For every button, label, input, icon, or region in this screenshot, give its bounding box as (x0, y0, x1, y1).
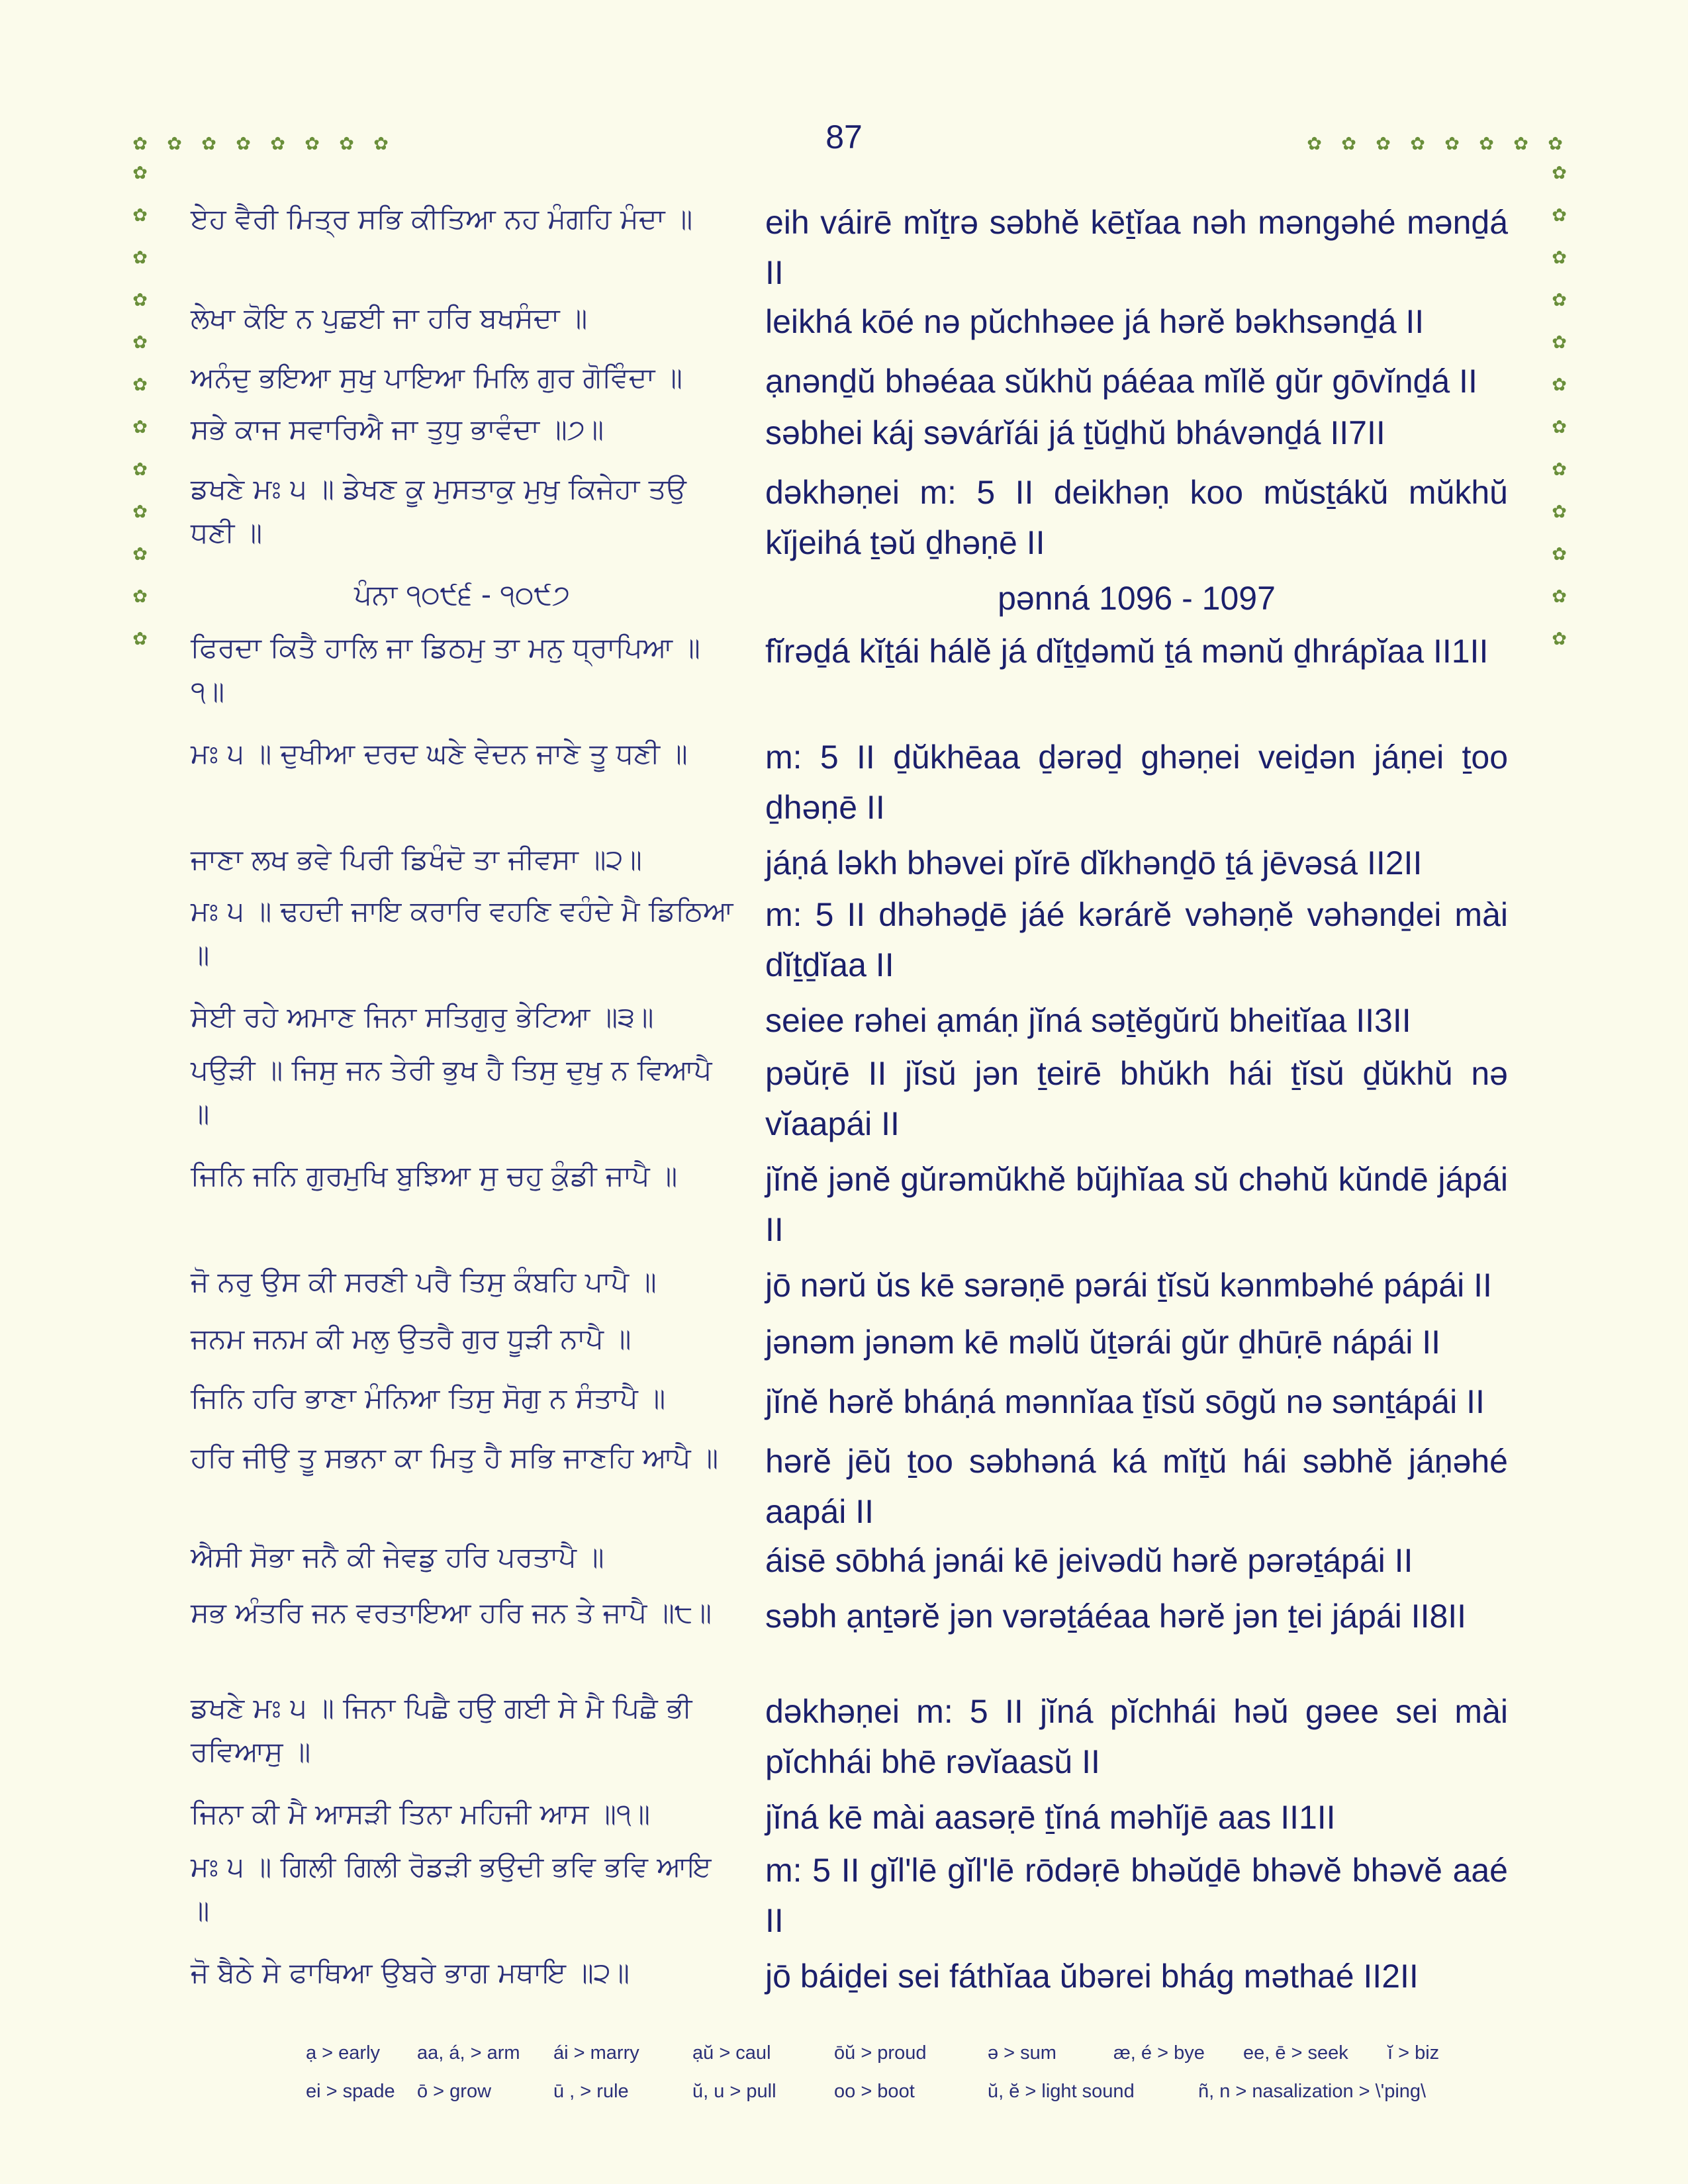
pronunciation-legend (306, 2042, 1497, 2119)
gurmukhi-line: ਹਰਿ ਜੀਉ ਤੂ ਸਭਨਾ ਕਾ ਮਿਤੁ ਹੈ ਸਭਿ ਜਾਣਹਿ ਆਪੈ ॥ (191, 1441, 719, 1474)
gurmukhi-line: ਸੇਈ ਰਹੇ ਅਮਾਣ ਜਿਨਾ ਸਤਿਗੁਰੁ ਭੇਟਿਆ ॥੩॥ (191, 1001, 654, 1033)
gurmukhi-line: ਮਃ ੫ ॥ ਦੁਖੀਆ ਦਰਦ ਘਣੇ ਵੇਦਨ ਜਾਣੇ ਤੂ ਧਣੀ ॥ (191, 737, 688, 770)
legend-entry: ŭ, ĕ > light sound (988, 2081, 1135, 2102)
legend-entry: ạ > early (306, 2042, 381, 2064)
flower-ornament-icon: ✿ (1552, 290, 1567, 310)
page-number: 87 (825, 118, 863, 156)
right-ornament-column (1550, 164, 1568, 672)
flower-ornament-icon: ✿ (339, 134, 354, 154)
left-ornament-column (131, 164, 149, 672)
legend-entry: ōŭ > proud (834, 2042, 927, 2064)
romanized-line: səbh ạnṯərĕ jən vərəṯáéaa hərĕ jən ṯei jápái II8II (765, 1598, 1467, 1635)
gurmukhi-line: ਏਹ ਵੈਰੀ ਮਿਤ੍ਰ ਸਭਿ ਕੀਤਿਆ ਨਹ ਮੰਗਹਿ ਮੰਦਾ ॥ (191, 203, 693, 235)
romanized-line: áisē sōbhá jənái kē jeivədŭ hərĕ pərəṯápái II (765, 1542, 1413, 1579)
flower-ornament-icon: ✿ (132, 544, 148, 565)
legend-row (306, 2081, 1497, 2119)
legend-entry: ū , > rule (553, 2081, 629, 2102)
romanized-line: jĭná kē mài aasəṛē ṯĭná məhĭjē aas II1II (765, 1799, 1336, 1836)
gurmukhi-line: ਪਉੜੀ ॥ ਜਿਸੁ ਜਨ ਤੇਰੀ ਭੁਖ ਹੈ ਤਿਸੁ ਦੁਖੁ ਨ ਵਿਆਪੈ ॥ (191, 1054, 712, 1130)
romanized-line: hərĕ jēŭ ṯoo səbhəná ká mĭṯŭ hái səbhĕ jáṇəhé aapái II (765, 1443, 1508, 1530)
flower-ornament-icon: ✿ (1479, 134, 1494, 154)
romanized-line: pəŭṛē II jĭsŭ jən ṯeirē bhŭkh hái ṯĭsŭ ḏŭkhŭ nə vĭaapái II (765, 1055, 1508, 1142)
top-left-ornament-row (131, 135, 406, 153)
flower-ornament-icon: ✿ (1341, 134, 1356, 154)
romanized-page-range: pənná 1096 - 1097 (998, 580, 1276, 617)
flower-ornament-icon: ✿ (1552, 417, 1567, 437)
gurmukhi-line: ਜੋ ਬੈਠੇ ਸੇ ਫਾਥਿਆ ਉਬਰੇ ਭਾਗ ਮਥਾਇ ॥੨॥ (191, 1956, 630, 1989)
gurmukhi-line: ਡਖਣੇ ਮਃ ੫ ॥ ਡੇਖਣ ਕੂ ਮੁਸਤਾਕੁ ਮੁਖੁ ਕਿਜੇਹਾ ਤਉ ਧਣੀ ॥ (191, 473, 686, 549)
gurmukhi-line: ਫਿਰਦਾ ਕਿਤੈ ਹਾਲਿ ਜਾ ਡਿਠਮੁ ਤਾ ਮਨੁ ਧ੍ਰਾਪਿਆ ॥੧॥ (191, 631, 700, 707)
legend-entry: æ, é > bye (1113, 2042, 1205, 2064)
gurmukhi-line: ਲੇਖਾ ਕੋਇ ਨ ਪੁਛਈ ਜਾ ਹਰਿ ਬਖਸੰਦਾ ॥ (191, 302, 588, 334)
gurmukhi-line: ਸਭ ਅੰਤਰਿ ਜਨ ਵਰਤਾਇਆ ਹਰਿ ਜਨ ਤੇ ਜਾਪੈ ॥੮॥ (191, 1596, 712, 1629)
legend-entry: aa, á, > arm (417, 2042, 520, 2064)
legend-entry: ñ, n > nasalization > \'ping\ (1198, 2081, 1427, 2102)
romanized-line: fĭrəḏá kĭṯái hálĕ já dĭṯḏəmŭ ṯá mənŭ ḏhrápĭaa II1II (765, 633, 1489, 670)
flower-ornament-icon: ✿ (1410, 134, 1425, 154)
flower-ornament-icon: ✿ (1552, 332, 1567, 353)
legend-entry: ō > grow (417, 2081, 492, 2102)
gurmukhi-line: ਐਸੀ ਸੋਭਾ ਜਨੈ ਕੀ ਜੇਵਡੁ ਹਰਿ ਪਰਤਾਪੈ ॥ (191, 1541, 604, 1573)
romanized-line: jáṇá ləkh bhəvei pĭrē dĭkhənḏō ṯá jēvəsá II2II (765, 844, 1423, 882)
gurmukhi-line: ਅਨੰਦੁ ਭਇਆ ਸੁਖੁ ਪਾਇਆ ਮਿਲਿ ਗੁਰ ਗੋਵਿੰਦਾ ॥ (191, 361, 682, 394)
romanized-line: m: 5 II dhəhəḏē jáé kərárĕ vəhəṇĕ vəhənḏei mài dĭṯḏĭaa II (765, 896, 1508, 983)
gurmukhi-line: ਜਿਨਿ ਹਰਿ ਭਾਣਾ ਮੰਨਿਆ ਤਿਸੁ ਸੋਗੁ ਨ ਸੰਤਾਪੈ ॥ (191, 1382, 666, 1414)
flower-ornament-icon: ✿ (132, 332, 148, 353)
top-right-ornament-row (1305, 135, 1581, 153)
flower-ornament-icon: ✿ (1548, 134, 1563, 154)
gurmukhi-line: ਸਭੇ ਕਾਜ ਸਵਾਰਿਐ ਜਾ ਤੁਧੁ ਭਾਵੰਦਾ ॥੭॥ (191, 413, 604, 445)
gurmukhi-line: ਮਃ ੫ ॥ ਗਿਲੀ ਗਿਲੀ ਰੋਡੜੀ ਭਉਦੀ ਭਵਿ ਭਵਿ ਆਇ ॥ (191, 1850, 712, 1927)
romanized-line: seiee rəhei ạmáṇ jĭná səṯĕgŭrŭ bheitĭaa II3II (765, 1002, 1411, 1039)
flower-ornament-icon: ✿ (132, 417, 148, 437)
romanized-line: ạnənḏŭ bhəéaa sŭkhŭ páéaa mĭlĕ gŭr gōvĭnḏá II (765, 363, 1477, 400)
gurmukhi-page-range: ਪੰਨਾ ੧੦੯੬ - ੧੦੯੭ (353, 578, 571, 611)
flower-ornament-icon: ✿ (1552, 544, 1567, 565)
legend-row (306, 2042, 1497, 2081)
legend-entry: oo > boot (834, 2081, 915, 2102)
gurmukhi-line: ਜਿਨਿ ਜਨਿ ਗੁਰਮੁਖਿ ਬੁਝਿਆ ਸੁ ਚਹੁ ਕੁੰਡੀ ਜਾਪੈ ॥ (191, 1160, 678, 1192)
romanized-line: leikhá kōé nə pŭchhəee já hərĕ bəkhsənḏá II (765, 303, 1425, 340)
legend-entry: ee, ē > seek (1243, 2042, 1348, 2064)
romanized-line: jĭnĕ jənĕ gŭrəmŭkhĕ bŭjhĭaa sŭ chəhŭ kŭndē jápái II (765, 1161, 1508, 1248)
legend-entry: ŭ, u > pull (692, 2081, 776, 2102)
flower-ornament-icon: ✿ (132, 205, 148, 226)
flower-ornament-icon: ✿ (1444, 134, 1460, 154)
flower-ornament-icon: ✿ (270, 134, 285, 154)
flower-ornament-icon: ✿ (167, 134, 182, 154)
flower-ornament-icon: ✿ (1552, 248, 1567, 268)
flower-ornament-icon: ✿ (132, 629, 148, 649)
legend-entry: ái > marry (553, 2042, 639, 2064)
flower-ornament-icon: ✿ (132, 459, 148, 480)
flower-ornament-icon: ✿ (1307, 134, 1322, 154)
flower-ornament-icon: ✿ (132, 586, 148, 607)
romanized-line: jō nərŭ ŭs kē sərəṇē pərái ṯĭsŭ kənmbəhé pápái II (765, 1267, 1492, 1304)
romanized-line: jĭnĕ hərĕ bháṇá mənnĭaa ṯĭsŭ sōgŭ nə sənṯápái II (765, 1383, 1485, 1420)
flower-ornament-icon: ✿ (1552, 205, 1567, 226)
flower-ornament-icon: ✿ (201, 134, 216, 154)
flower-ornament-icon: ✿ (132, 163, 148, 183)
romanized-line: jō báiḏei sei fáthĭaa ŭbərei bhág məthaé II2II (765, 1958, 1419, 1995)
romanized-line: səbhei káj səvárĭái já ṯŭḏhŭ bhávənḏá II7II (765, 414, 1385, 451)
flower-ornament-icon: ✿ (132, 134, 148, 154)
gurmukhi-line: ਜੋ ਨਰੁ ਉਸ ਕੀ ਸਰਣੀ ਪਰੈ ਤਿਸੁ ਕੰਬਹਿ ਪਾਪੈ ॥ (191, 1265, 657, 1298)
flower-ornament-icon: ✿ (1552, 502, 1567, 522)
legend-entry: ə > sum (988, 2042, 1056, 2064)
romanized-line: m: 5 II ḏŭkhēaa ḏərəḏ ghəṇei veiḏən jáṇei ṯoo ḏhəṇē II (765, 739, 1508, 826)
gurmukhi-line: ਡਖਣੇ ਮਃ ੫ ॥ ਜਿਨਾ ਪਿਛੈ ਹਉ ਗਈ ਸੇ ਮੈ ਪਿਛੈ ਭੀ ਰਵਿਆਸੁ ॥ (191, 1692, 692, 1768)
flower-ornament-icon: ✿ (1552, 459, 1567, 480)
romanized-line: dəkhəṇei m: 5 II deikhəṇ koo mŭsṯákŭ mŭkhŭ kĭjeihá ṯəŭ ḏhəṇē II (765, 474, 1508, 561)
legend-entry: ạŭ > caul (692, 2042, 771, 2064)
romanized-line: eih váirē mĭṯrə səbhĕ kēṯĭaa nəh mənɡəhé mənḏá II (765, 204, 1508, 291)
flower-ornament-icon: ✿ (1552, 629, 1567, 649)
legend-entry: ĭ > biz (1387, 2042, 1440, 2064)
legend-entry: ei > spade (306, 2081, 395, 2102)
gurmukhi-line: ਜਾਣਾ ਲਖ ਭਵੇ ਪਿਰੀ ਡਿਖੰਦੋ ਤਾ ਜੀਵਸਾ ॥੨॥ (191, 843, 642, 876)
gurmukhi-line: ਜਿਨਾ ਕੀ ਮੈ ਆਸੜੀ ਤਿਨਾ ਮਹਿਜੀ ਆਸ ॥੧॥ (191, 1797, 651, 1830)
flower-ornament-icon: ✿ (305, 134, 320, 154)
gurmukhi-line: ਮਃ ੫ ॥ ਢਹਦੀ ਜਾਇ ਕਰਾਰਿ ਵਹਣਿ ਵਹੰਦੇ ਮੈ ਡਿਠਿਆ ॥ (191, 895, 733, 971)
flower-ornament-icon: ✿ (132, 248, 148, 268)
flower-ornament-icon: ✿ (1513, 134, 1528, 154)
flower-ornament-icon: ✿ (132, 290, 148, 310)
flower-ornament-icon: ✿ (373, 134, 389, 154)
flower-ornament-icon: ✿ (132, 375, 148, 395)
romanized-line: m: 5 II gĭl'lē gĭl'lē rōdəṛē bhəŭḏē bhəvĕ bhəvĕ aaé II (765, 1852, 1508, 1939)
gurmukhi-line: ਜਨਮ ਜਨਮ ਕੀ ਮਲੁ ਉਤਰੈ ਗੁਰ ਧੂੜੀ ਨਾਪੈ ॥ (191, 1322, 632, 1355)
flower-ornament-icon: ✿ (1552, 163, 1567, 183)
flower-ornament-icon: ✿ (1552, 375, 1567, 395)
flower-ornament-icon: ✿ (236, 134, 251, 154)
flower-ornament-icon: ✿ (1376, 134, 1391, 154)
flower-ornament-icon: ✿ (1552, 586, 1567, 607)
romanized-line: dəkhəṇei m: 5 II jĭná pĭchhái həŭ gəee sei mài pĭchhái bhē rəvĭaasŭ II (765, 1693, 1508, 1780)
flower-ornament-icon: ✿ (132, 502, 148, 522)
romanized-line: jənəm jənəm kē məlŭ ŭṯərái gŭr ḏhūṛē nápái II (765, 1324, 1441, 1361)
